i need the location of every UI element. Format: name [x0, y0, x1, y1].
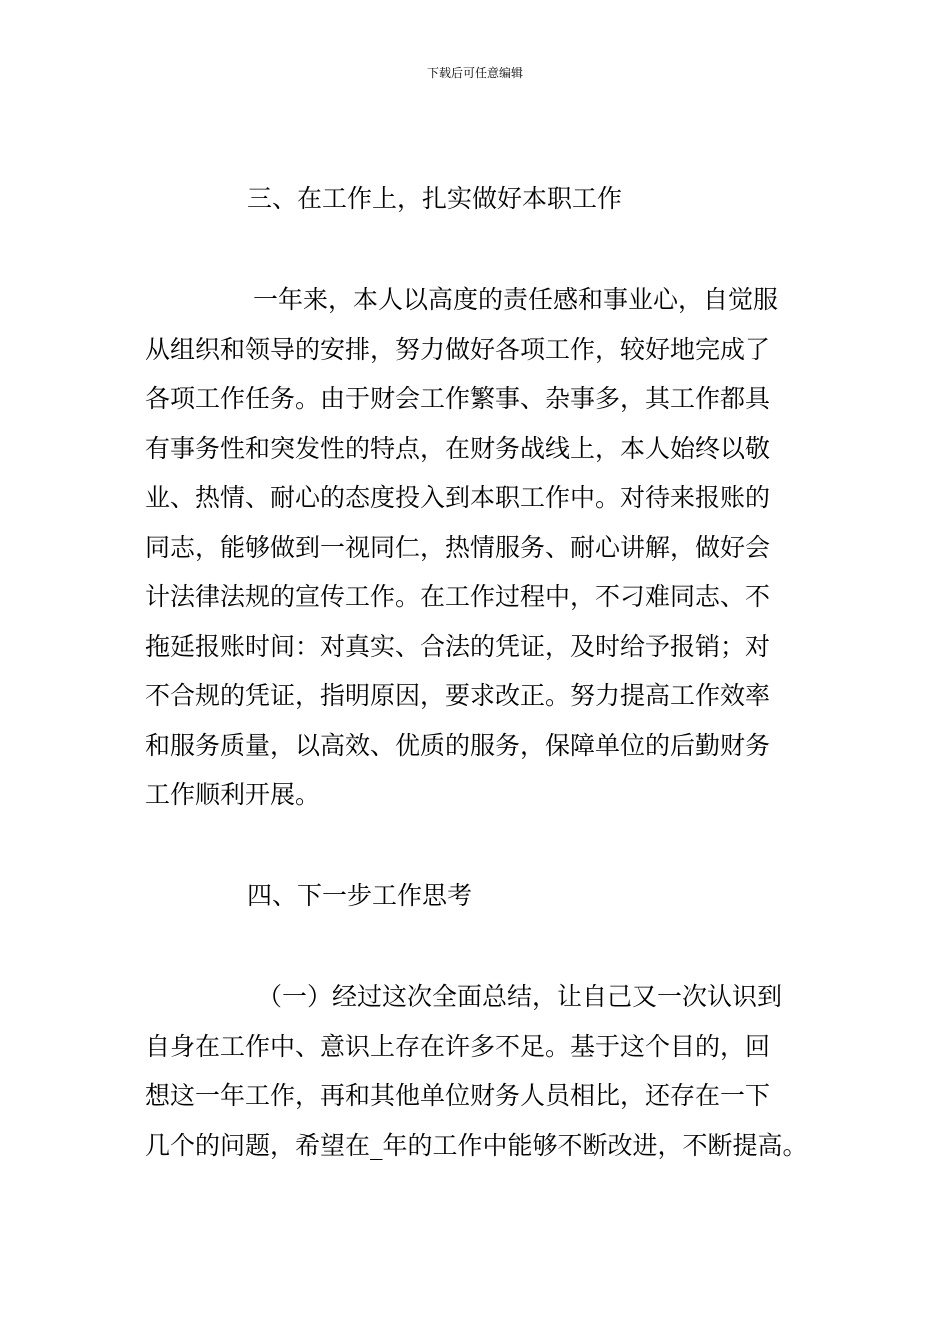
- paragraph-line: 同志，能够做到一视同仁，热情服务、耐心讲解，做好会: [145, 532, 771, 562]
- paragraph-line: 不合规的凭证，指明原因，要求改正。努力提高工作效率: [145, 681, 771, 710]
- paragraph-line: 几个的问题，希望在_年的工作中能够不断改进，不断提高。: [145, 1130, 808, 1160]
- paragraph-line: 和服务质量，以高效、优质的服务，保障单位的后勤财务: [145, 730, 771, 760]
- paragraph-line: 一年来，本人以高度的责任感和事业心，自觉服: [253, 285, 779, 314]
- page-header-note: 下载后可任意编辑: [426, 66, 523, 80]
- section-3-paragraph: [145, 275, 815, 820]
- paragraph-line: 业、热情、耐心的态度投入到本职工作中。对待来报账的: [145, 483, 771, 512]
- paragraph-line: 从组织和领导的安排，努力做好各项工作，较好地完成了: [145, 334, 771, 364]
- paragraph-line: 各项工作任务。由于财会工作繁事、杂事多，其工作都具: [145, 384, 771, 413]
- paragraph-line: 拖延报账时间：对真实、合法的凭证，及时给予报销；对: [145, 631, 771, 661]
- paragraph-line: 想这一年工作，再和其他单位财务人员相比，还存在一下: [145, 1081, 771, 1110]
- section-4-paragraph: [145, 972, 815, 1170]
- paragraph-line: 工作顺利开展。: [145, 780, 321, 809]
- section-4-heading: 四、下一步工作思考: [247, 881, 473, 910]
- paragraph-line: 计法律法规的宣传工作。在工作过程中，不刁难同志、不: [145, 582, 771, 611]
- paragraph-line: 自身在工作中、意识上存在许多不足。基于这个目的，回: [145, 1031, 771, 1061]
- paragraph-line: （一）经过这次全面总结，让自己又一次认识到: [257, 982, 783, 1011]
- paragraph-line: 有事务性和突发性的特点，在财务战线上，本人始终以敬: [145, 433, 771, 463]
- section-3-heading: 三、在工作上，扎实做好本职工作: [247, 184, 623, 213]
